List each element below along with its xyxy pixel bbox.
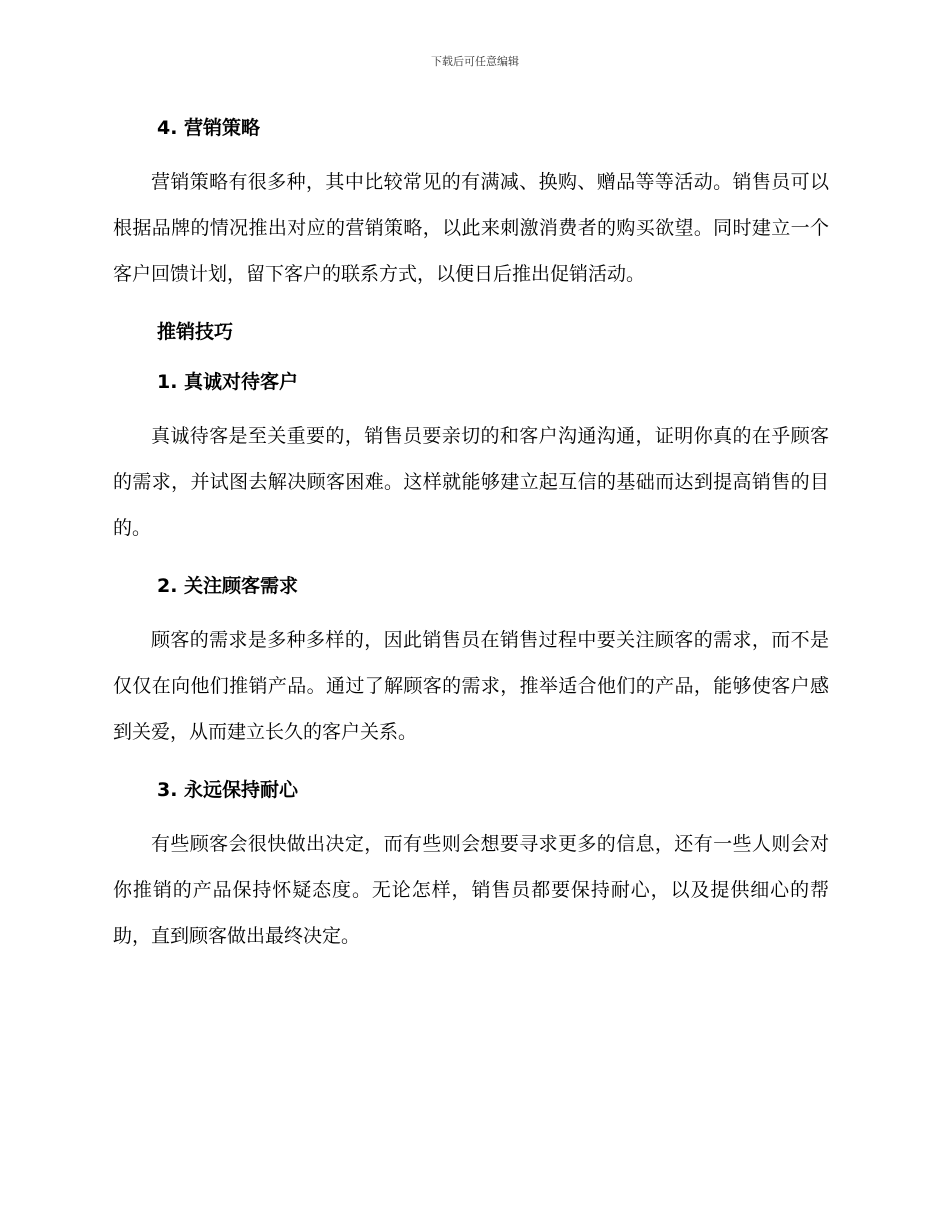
- section-heading-sales-techniques: 推销技巧: [157, 321, 234, 343]
- page-header-note: 下载后可任意编辑: [431, 55, 519, 68]
- document-body: [113, 113, 829, 959]
- section-heading-marketing-strategy: 4. 营销策略: [157, 117, 261, 139]
- section-paragraph-patience: 有些顾客会很快做出决定，而有些则会想要寻求更多的信息，还有一些人则会对你推销的产品保持怀疑态度。无论怎样，销售员都要保持耐心，以及提供细心的帮助，直到顾客做出最终决定。: [113, 833, 829, 947]
- section-heading-sincere-treatment: 1. 真诚对待客户: [157, 371, 299, 393]
- section-paragraph-sincere-treatment: 真诚待客是至关重要的，销售员要亲切的和客户沟通沟通，证明你真的在乎顾客的需求，并试图去解决顾客困难。这样就能够建立起互信的基础而达到提高销售的目的。: [113, 425, 829, 539]
- section-heading-customer-needs: 2. 关注顾客需求: [157, 575, 299, 597]
- section-paragraph-customer-needs: 顾客的需求是多种多样的，因此销售员在销售过程中要关注顾客的需求，而不是仅仅在向他们推销产品。通过了解顾客的需求，推举适合他们的产品，能够使客户感到关爱，从而建立长久的客户关系。: [113, 629, 829, 743]
- section-heading-patience: 3. 永远保持耐心: [157, 779, 299, 801]
- section-paragraph-marketing-strategy: 营销策略有很多种，其中比较常见的有满减、换购、赠品等等活动。销售员可以根据品牌的情况推出对应的营销策略，以此来刺激消费者的购买欲望。同时建立一个客户回馈计划，留下客户的联系方式，以便日后推出促销活动。: [113, 171, 829, 285]
